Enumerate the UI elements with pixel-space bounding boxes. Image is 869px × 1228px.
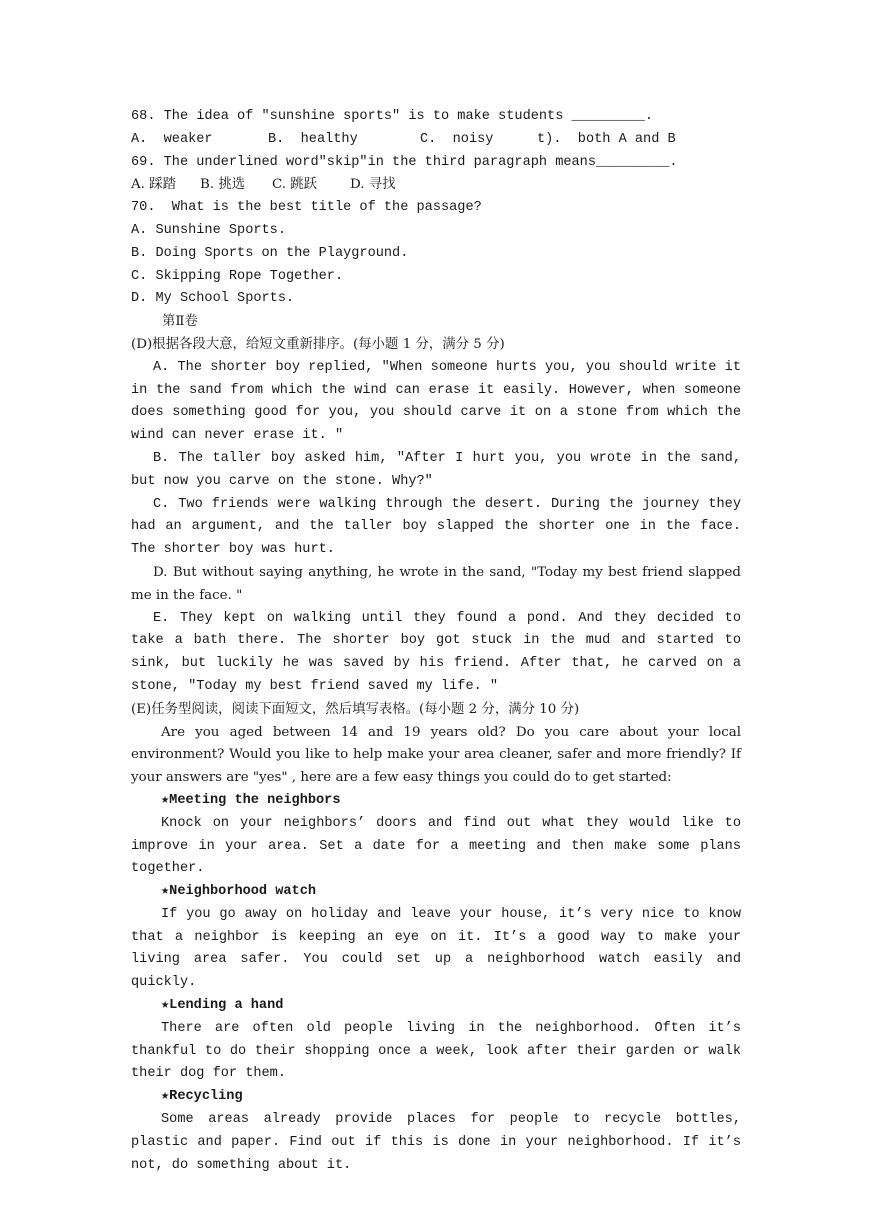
section-d-paragraph-e: E. They kept on walking until they found a pond. And they decided to take a bath there. The shorter boy got stuck in the mud and started to sink, but luckily he was saved by his friend. After that, he carved on a stone, "Today my best friend saved my life. " [131,610,741,694]
section-e-item-title: ★Meeting the neighbors [161,792,341,808]
question-68-option-d: t). both A and B [537,131,676,147]
question-68-option-c: C. noisy [420,131,494,147]
part-2-title: 第Ⅱ卷 [162,314,198,330]
section-e-heading: (E)任务型阅读，阅读下面短文，然后填写表格。(每小题 2 分，满分 10 分) [131,701,580,717]
question-69-option-a: A. 踩踏 [131,177,176,193]
section-d-heading: (D)根据各段大意，给短文重新排序。(每小题 1 分，满分 5 分) [131,336,505,352]
section-e-item-body: Some areas already provide places for people to recycle bottles, plastic and paper. Find out if this is done in your neighborhood. If it’s not, do something about it. [131,1112,741,1173]
section-e-item-title: ★Lending a hand [161,998,284,1014]
section-d-paragraph-c: C. Two friends were walking through the desert. During the journey they had an argument, and the taller boy slapped the shorter one in the face. The shorter boy was hurt. [131,496,741,558]
section-e-intro: Are you aged between 14 and 19 years old? Do you care about your local environment? Would you like to help make your area cleaner, safer and more friendly? If your answers are "yes" , here are a few easy things you could do to get started: [131,724,741,786]
section-d-paragraph-d: D. But without saying anything, he wrote in the sand, "Today my best friend slapped me in the face. " [131,564,741,603]
section-d-paragraph-b: B. The taller boy asked him, "After I hurt you, you wrote in the sand, but now you carve on the stone. Why?" [131,450,741,489]
question-68-options [131,129,741,152]
section-e-item-title: ★Recycling [161,1089,243,1105]
section-e-item-body: If you go away on holiday and leave your house, it’s very nice to know that a neighbor is keeping an eye on it. It’s a good way to make your living area safer. You could set up a neighborhood watch easily and quickly. [131,906,741,991]
section-d-paragraph-a: A. The shorter boy replied, "When someone hurts you, you should write it in the sand from which the wind can erase it easily. However, when someone does something good for you, you should carve it on a stone from which the wind can never erase it. " [131,359,741,444]
question-69-options [131,174,741,197]
question-69-option-c: C. 跳跃 [272,177,318,193]
question-68-stem: 68. The idea of "sunshine sports" is to make students _________. [131,109,654,124]
question-70-option-a: A. Sunshine Sports. [131,222,286,238]
question-70-stem: 70. What is the best title of the passage? [131,200,482,216]
question-70-option-b: B. Doing Sports on the Playground. [131,245,409,261]
question-69-option-b: B. 挑选 [200,177,246,193]
question-68-option-a: A. weaker [131,131,213,147]
exam-page [131,106,741,1177]
question-68-option-b: B. healthy [268,131,358,147]
question-70-option-d: D. My School Sports. [131,291,295,307]
section-e-item-body: Knock on your neighbors’ doors and find out what they would like to improve in your area. Set a date for a meeting and then make some plans together. [131,815,741,877]
question-69-stem: 69. The underlined word"skip"in the third paragraph means_________. [131,154,678,170]
question-69-option-d: D. 寻找 [350,177,396,193]
section-e-item-body: There are often old people living in the neighborhood. Often it’s thankful to do their shopping once a week, look after their garden or walk their dog for them. [131,1020,741,1082]
question-70-option-c: C. Skipping Rope Together. [131,268,344,284]
section-e-item-title: ★Neighborhood watch [161,884,317,900]
